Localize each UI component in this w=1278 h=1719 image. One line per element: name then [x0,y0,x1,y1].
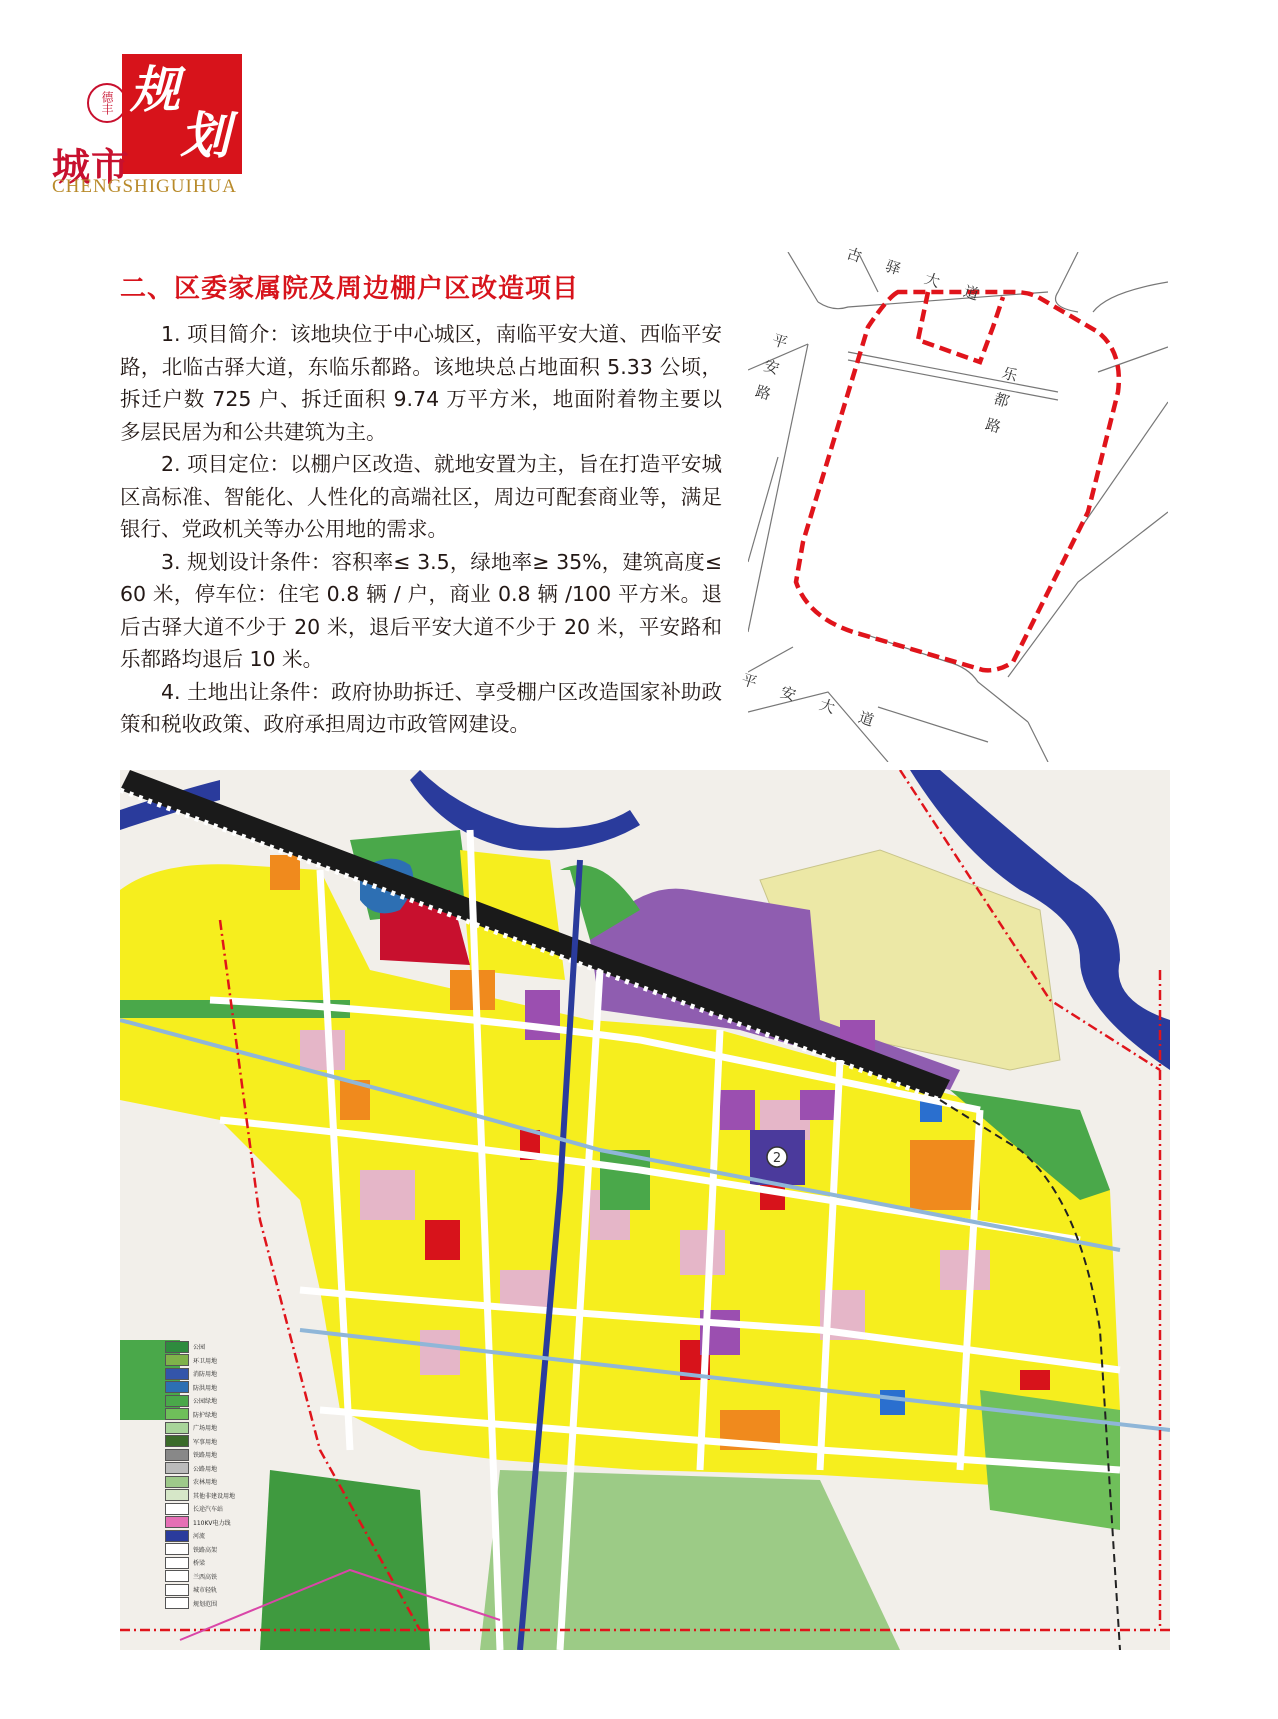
legend-swatch [165,1395,189,1407]
legend-swatch [165,1530,189,1542]
site-location-map [739,244,1168,762]
legend-item [165,1448,217,1461]
legend-label: 防护绿地 [193,1411,218,1419]
legend-label: 广场用地 [193,1425,218,1432]
paragraph-intro: 1. 项目简介：该地块位于中心城区，南临平安大道、西临平安路，北临古驿大道，东临乐都路。该地块总占地面积 5.33 公顷，拆迁户数 725 户、拆迁面积 9.74 万平方米，地面附着物主要以多层民居为和公共建筑为主。 [120,322,722,444]
legend-item [165,1381,217,1394]
legend-item [165,1556,205,1569]
legend-swatch [165,1489,189,1501]
road-label-west: 平安路 [748,330,791,414]
legend-item [165,1340,205,1353]
legend-swatch [165,1435,189,1447]
legend-label: 铁路用地 [193,1452,218,1459]
district-2-label: 2 [772,1151,782,1166]
road-label-north: 古驿大道 [844,244,1006,312]
legend-swatch [165,1368,189,1380]
legend-swatch [165,1584,189,1596]
legend-label: 公路用地 [193,1465,218,1473]
legend-swatch [165,1516,189,1528]
legend-swatch [165,1422,189,1434]
legend-item [165,1408,217,1421]
legend-label: 环卫用地 [193,1357,218,1365]
legend-swatch [165,1557,189,1569]
logo-char-2: 划 [180,106,230,165]
logo-char-1: 规 [130,60,180,119]
legend-item [165,1462,217,1475]
plan-map-svg [120,770,1170,1650]
legend-label: 其他非建设用地 [193,1492,236,1500]
legend-item [165,1570,217,1583]
legend-label: 军事用地 [193,1438,218,1446]
legend-item [165,1529,205,1542]
legend-label: 桥梁 [193,1560,206,1567]
logo-pinyin: CHENGSHIGUIHUA [52,176,237,197]
logo-city: 城市 [52,144,131,189]
legend-swatch [165,1597,189,1609]
legend-label: 农林用地 [193,1479,218,1486]
land-use-plan-map [120,770,1170,1650]
legend-label: 110KV电力线 [193,1519,231,1527]
paragraph-positioning: 2. 项目定位：以棚户区改造、就地安置为主，旨在打造平安城区高标准、智能化、人性化的高端社区，周边可配套商业等，满足银行、党政机关等办公用地的需求。 [120,452,722,541]
legend-label: 防洪用地 [193,1384,218,1392]
legend-swatch [165,1543,189,1555]
logo-guihua [130,60,240,170]
legend-swatch [165,1449,189,1461]
legend-label: 兰西高铁 [193,1573,218,1581]
legend-swatch [165,1570,189,1582]
legend-item [165,1597,217,1610]
legend-swatch [165,1462,189,1474]
legend-item [165,1516,231,1529]
legend-item [165,1583,217,1596]
legend-swatch [165,1354,189,1366]
legend-item [165,1543,217,1556]
map-legend [120,1340,250,1640]
site-boundary [796,292,1119,670]
legend-item [165,1354,217,1367]
legend-label: 铁路高架 [193,1546,218,1554]
legend-label: 公园绿地 [193,1398,218,1405]
legend-label: 公园 [193,1344,206,1351]
section-body [120,318,722,741]
legend-item [165,1435,217,1448]
paragraph-land-transfer: 4. 土地出让条件：政府协助拆迁、享受棚户区改造国家补助政策和税收政策、政府承担周边市政管网建设。 [120,679,722,736]
legend-item [165,1475,217,1488]
legend-item [165,1489,235,1502]
legend-label: 长途汽车站 [193,1506,224,1513]
legend-swatch [165,1476,189,1488]
legend-item [165,1367,217,1380]
paragraph-design-conditions: 3. 规划设计条件：容积率≤ 3.5，绿地率≥ 35%，建筑高度≤ 60 米，停车位：住宅 0.8 辆 / 户，商业 0.8 辆 /100 平方米。退后古驿大道不少于 20 米，退后平安大道不少于 20 米，平安路和乐都路均退后 10 米。 [120,549,722,671]
legend-swatch [165,1381,189,1393]
legend-item [165,1502,223,1515]
legend-label: 河流 [193,1533,206,1540]
section-title: 二、区委家属院及周边棚户区改造项目 [120,274,580,304]
site-map-svg [748,252,1168,762]
logo [52,52,272,202]
road-label-east: 乐都路 [978,363,1021,447]
legend-label: 城市轻轨 [193,1587,218,1594]
legend-item [165,1394,217,1407]
road-label-south: 平安大道 [739,670,901,738]
legend-swatch [165,1341,189,1353]
logo-seal [87,83,127,123]
legend-label: 规划范围 [193,1600,218,1608]
legend-swatch [165,1408,189,1420]
legend-item [165,1421,217,1434]
logo-seal-text: 德丰 [100,91,114,115]
legend-swatch [165,1503,189,1515]
legend-label: 消防用地 [193,1371,218,1378]
